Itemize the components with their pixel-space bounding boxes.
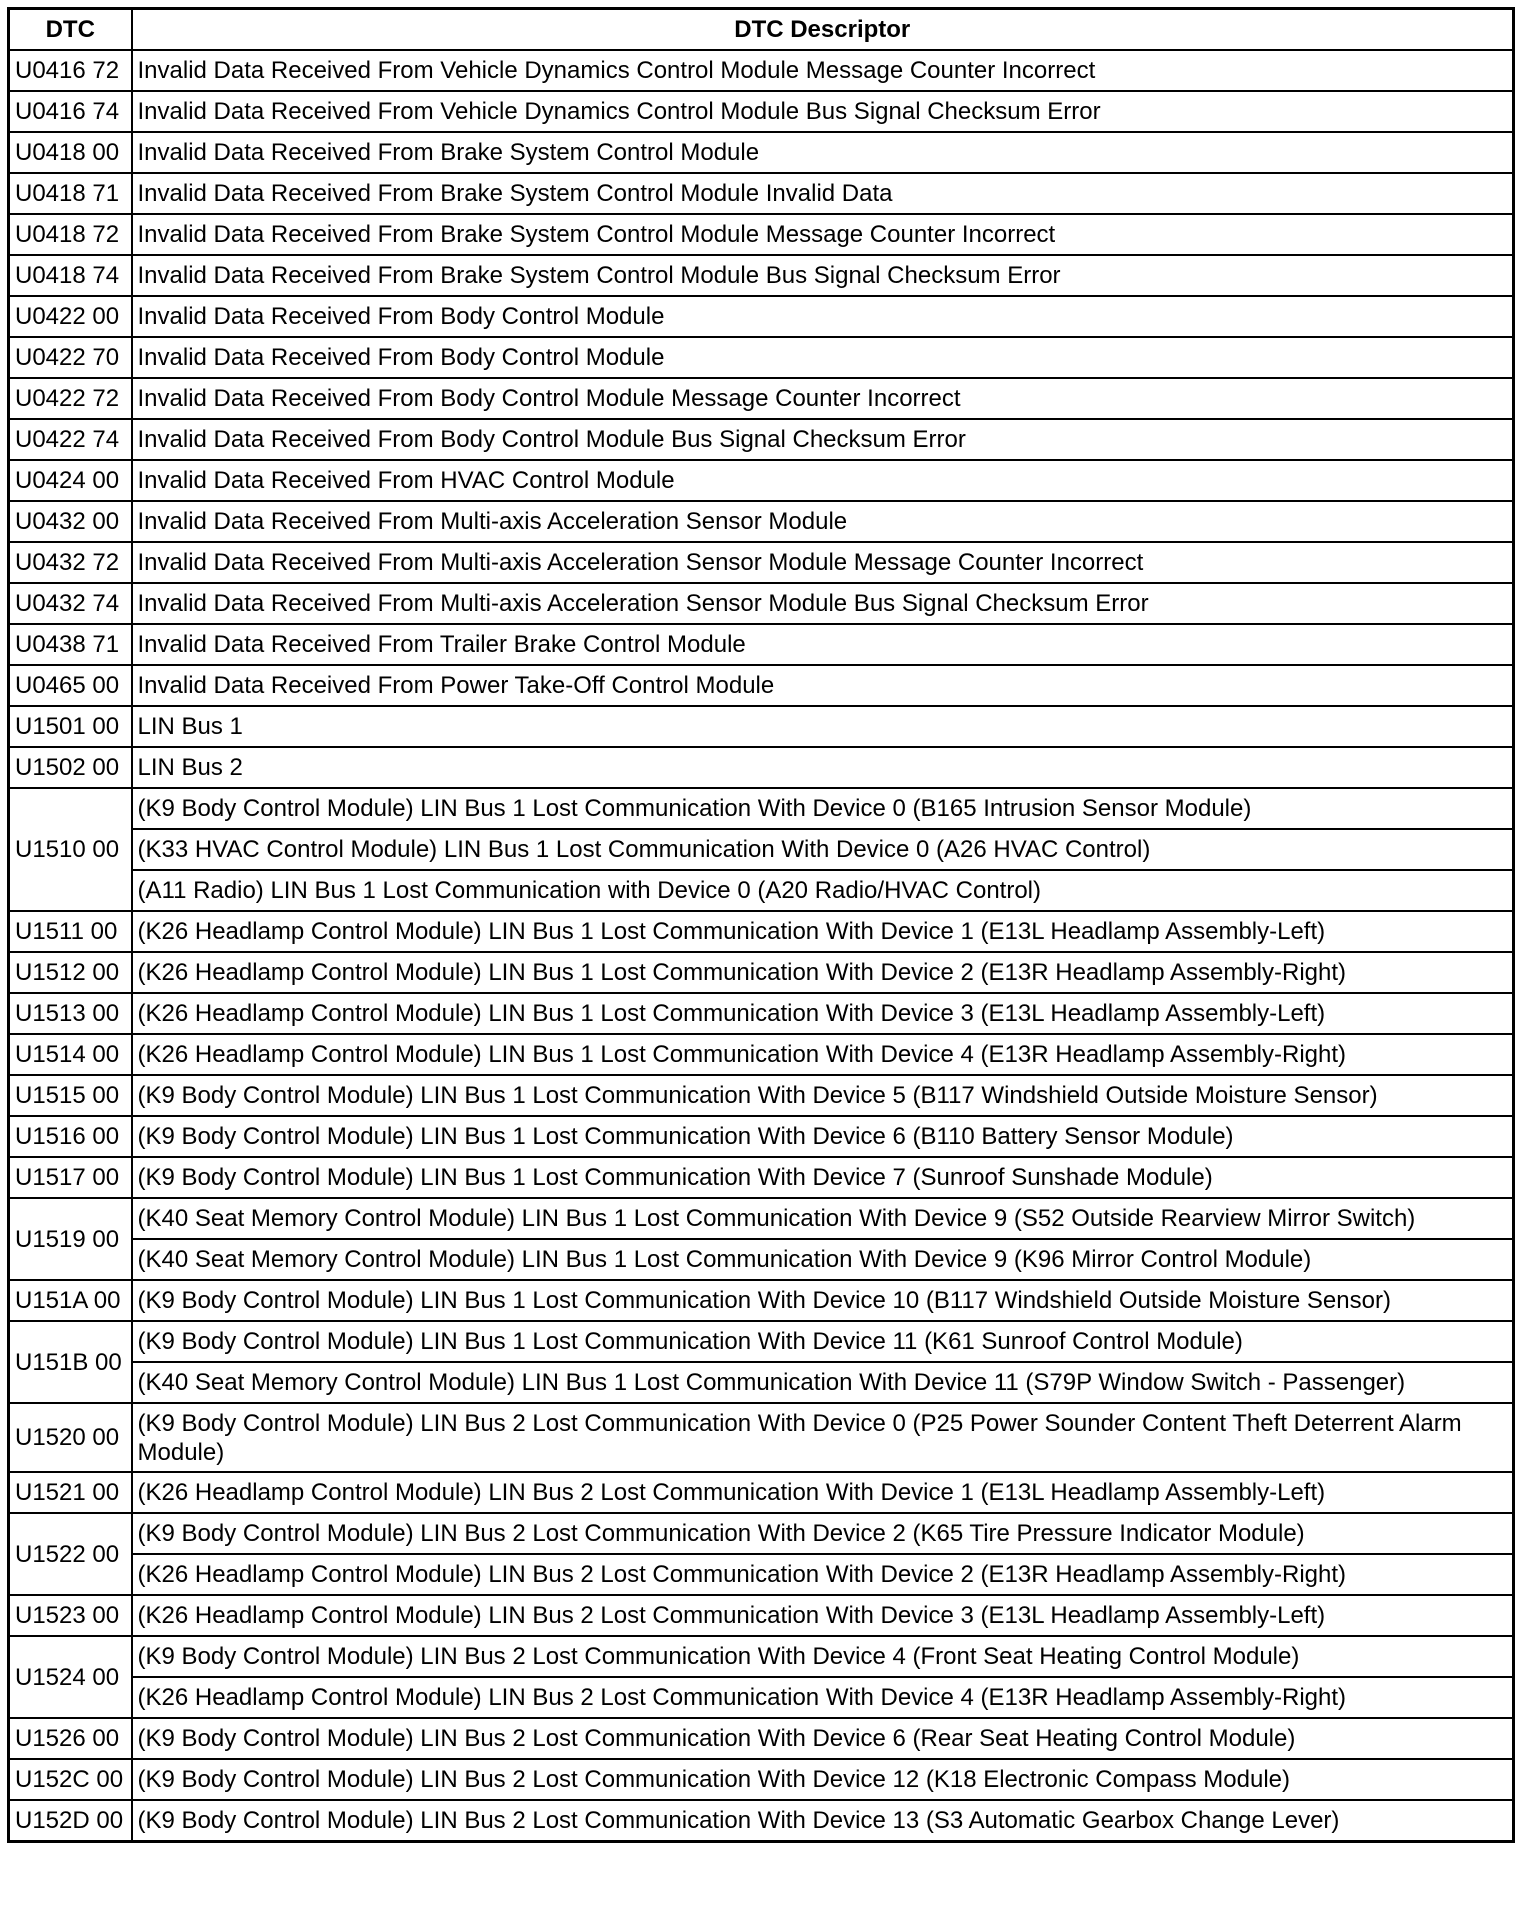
- table-row: [9, 1239, 1514, 1280]
- dtc-descriptor: (K9 Body Control Module) LIN Bus 2 Lost Communication With Device 12 (K18 Electronic Compass Module): [132, 1759, 1514, 1800]
- dtc-code: U0438 71: [9, 624, 132, 665]
- dtc-code: U1522 00: [9, 1513, 132, 1595]
- dtc-descriptor: (A11 Radio) LIN Bus 1 Lost Communication with Device 0 (A20 Radio/HVAC Control): [132, 870, 1514, 911]
- dtc-descriptor: (K9 Body Control Module) LIN Bus 2 Lost Communication With Device 4 (Front Seat Heating Control Module): [132, 1636, 1514, 1677]
- dtc-descriptor: (K9 Body Control Module) LIN Bus 1 Lost Communication With Device 0 (B165 Intrusion Sensor Module): [132, 788, 1514, 829]
- dtc-code: U0418 00: [9, 132, 132, 173]
- dtc-code: U1513 00: [9, 993, 132, 1034]
- dtc-code: U1526 00: [9, 1718, 132, 1759]
- dtc-code: U0422 72: [9, 378, 132, 419]
- table-row: [9, 952, 1514, 993]
- table-row: [9, 583, 1514, 624]
- table-row: [9, 132, 1514, 173]
- dtc-descriptor: Invalid Data Received From Trailer Brake Control Module: [132, 624, 1514, 665]
- table-row: [9, 173, 1514, 214]
- dtc-code: U0418 74: [9, 255, 132, 296]
- table-row: [9, 296, 1514, 337]
- dtc-descriptor: (K26 Headlamp Control Module) LIN Bus 2 Lost Communication With Device 1 (E13L Headlamp Assembly-Left): [132, 1472, 1514, 1513]
- dtc-code: U1519 00: [9, 1198, 132, 1280]
- table-row: [9, 1472, 1514, 1513]
- dtc-descriptor: (K9 Body Control Module) LIN Bus 2 Lost Communication With Device 0 (P25 Power Sounder Content Theft Deterrent Alarm Module): [132, 1403, 1514, 1472]
- dtc-code: U1502 00: [9, 747, 132, 788]
- table-row: [9, 214, 1514, 255]
- dtc-descriptor: (K26 Headlamp Control Module) LIN Bus 1 Lost Communication With Device 1 (E13L Headlamp Assembly-Left): [132, 911, 1514, 952]
- table-row: [9, 665, 1514, 706]
- dtc-code: U0422 70: [9, 337, 132, 378]
- dtc-descriptor: Invalid Data Received From Body Control Module Message Counter Incorrect: [132, 378, 1514, 419]
- dtc-descriptor: (K26 Headlamp Control Module) LIN Bus 2 Lost Communication With Device 4 (E13R Headlamp Assembly-Right): [132, 1677, 1514, 1718]
- dtc-code: U1501 00: [9, 706, 132, 747]
- dtc-descriptor: Invalid Data Received From Brake System Control Module Message Counter Incorrect: [132, 214, 1514, 255]
- table-row: [9, 91, 1514, 132]
- table-row: [9, 747, 1514, 788]
- dtc-descriptor: LIN Bus 2: [132, 747, 1514, 788]
- dtc-code: U151A 00: [9, 1280, 132, 1321]
- table-row: [9, 542, 1514, 583]
- dtc-code: U1523 00: [9, 1595, 132, 1636]
- dtc-descriptor: Invalid Data Received From Power Take-Off Control Module: [132, 665, 1514, 706]
- table-row: [9, 624, 1514, 665]
- table-row: [9, 1800, 1514, 1842]
- dtc-descriptor: Invalid Data Received From Multi-axis Acceleration Sensor Module: [132, 501, 1514, 542]
- table-row: [9, 706, 1514, 747]
- table-row: [9, 1636, 1514, 1677]
- dtc-code: U1512 00: [9, 952, 132, 993]
- table-header: [9, 9, 1514, 51]
- table-row: [9, 1677, 1514, 1718]
- dtc-code: U0432 72: [9, 542, 132, 583]
- dtc-descriptor: (K26 Headlamp Control Module) LIN Bus 2 Lost Communication With Device 3 (E13L Headlamp Assembly-Left): [132, 1595, 1514, 1636]
- dtc-code: U0422 74: [9, 419, 132, 460]
- table-row: [9, 1280, 1514, 1321]
- dtc-descriptor: (K9 Body Control Module) LIN Bus 2 Lost Communication With Device 2 (K65 Tire Pressure Indicator Module): [132, 1513, 1514, 1554]
- table-body: [9, 50, 1514, 1842]
- dtc-code: U1514 00: [9, 1034, 132, 1075]
- table-row: [9, 1034, 1514, 1075]
- dtc-code: U0432 74: [9, 583, 132, 624]
- dtc-descriptor: (K9 Body Control Module) LIN Bus 1 Lost Communication With Device 7 (Sunroof Sunshade Module): [132, 1157, 1514, 1198]
- dtc-code: U0424 00: [9, 460, 132, 501]
- dtc-code: U0418 71: [9, 173, 132, 214]
- table-row: [9, 1595, 1514, 1636]
- table-row: [9, 1718, 1514, 1759]
- dtc-descriptor: Invalid Data Received From HVAC Control Module: [132, 460, 1514, 501]
- dtc-code: U1521 00: [9, 1472, 132, 1513]
- table-row: [9, 1362, 1514, 1403]
- table-row: [9, 1321, 1514, 1362]
- dtc-descriptor: (K26 Headlamp Control Module) LIN Bus 1 Lost Communication With Device 3 (E13L Headlamp Assembly-Left): [132, 993, 1514, 1034]
- table-row: [9, 1198, 1514, 1239]
- dtc-code: U0416 74: [9, 91, 132, 132]
- table-row: [9, 911, 1514, 952]
- dtc-descriptor: (K9 Body Control Module) LIN Bus 1 Lost Communication With Device 5 (B117 Windshield Outside Moisture Sensor): [132, 1075, 1514, 1116]
- dtc-descriptor: Invalid Data Received From Multi-axis Acceleration Sensor Module Message Counter Incorrect: [132, 542, 1514, 583]
- dtc-descriptor: (K9 Body Control Module) LIN Bus 1 Lost Communication With Device 6 (B110 Battery Sensor Module): [132, 1116, 1514, 1157]
- table-row: [9, 1116, 1514, 1157]
- header-row: [9, 9, 1514, 51]
- table-row: [9, 50, 1514, 91]
- dtc-descriptor: Invalid Data Received From Vehicle Dynamics Control Module Bus Signal Checksum Error: [132, 91, 1514, 132]
- table-row: [9, 1759, 1514, 1800]
- dtc-code: U1520 00: [9, 1403, 132, 1472]
- dtc-descriptor: (K40 Seat Memory Control Module) LIN Bus 1 Lost Communication With Device 11 (S79P Window Switch - Passenger): [132, 1362, 1514, 1403]
- table-row: [9, 501, 1514, 542]
- table-row: [9, 460, 1514, 501]
- table-row: [9, 788, 1514, 829]
- table-row: [9, 1554, 1514, 1595]
- dtc-table: [7, 7, 1515, 1843]
- dtc-descriptor: Invalid Data Received From Body Control Module: [132, 296, 1514, 337]
- table-row: [9, 378, 1514, 419]
- dtc-code: U1510 00: [9, 788, 132, 911]
- table-row: [9, 255, 1514, 296]
- dtc-code: U152C 00: [9, 1759, 132, 1800]
- table-row: [9, 419, 1514, 460]
- table-row: [9, 1157, 1514, 1198]
- dtc-code: U0465 00: [9, 665, 132, 706]
- dtc-descriptor: Invalid Data Received From Brake System Control Module Invalid Data: [132, 173, 1514, 214]
- table-row: [9, 829, 1514, 870]
- dtc-descriptor: (K33 HVAC Control Module) LIN Bus 1 Lost Communication With Device 0 (A26 HVAC Control): [132, 829, 1514, 870]
- dtc-code: U0418 72: [9, 214, 132, 255]
- dtc-code: U1511 00: [9, 911, 132, 952]
- table-row: [9, 993, 1514, 1034]
- dtc-descriptor: Invalid Data Received From Brake System Control Module Bus Signal Checksum Error: [132, 255, 1514, 296]
- dtc-descriptor: Invalid Data Received From Multi-axis Acceleration Sensor Module Bus Signal Checksum Error: [132, 583, 1514, 624]
- dtc-code: U151B 00: [9, 1321, 132, 1403]
- dtc-descriptor: (K26 Headlamp Control Module) LIN Bus 1 Lost Communication With Device 4 (E13R Headlamp Assembly-Right): [132, 1034, 1514, 1075]
- dtc-descriptor: (K9 Body Control Module) LIN Bus 1 Lost Communication With Device 10 (B117 Windshield Outside Moisture Sensor): [132, 1280, 1514, 1321]
- table-row: [9, 1403, 1514, 1472]
- dtc-descriptor: Invalid Data Received From Brake System Control Module: [132, 132, 1514, 173]
- dtc-code: U1515 00: [9, 1075, 132, 1116]
- dtc-descriptor: (K9 Body Control Module) LIN Bus 2 Lost Communication With Device 6 (Rear Seat Heating Control Module): [132, 1718, 1514, 1759]
- column-header-dtc: DTC: [9, 9, 132, 51]
- dtc-descriptor: (K40 Seat Memory Control Module) LIN Bus 1 Lost Communication With Device 9 (K96 Mirror Control Module): [132, 1239, 1514, 1280]
- column-header-descriptor: DTC Descriptor: [132, 9, 1514, 51]
- dtc-descriptor: Invalid Data Received From Body Control Module: [132, 337, 1514, 378]
- dtc-code: U1524 00: [9, 1636, 132, 1718]
- dtc-code: U0422 00: [9, 296, 132, 337]
- dtc-descriptor: (K26 Headlamp Control Module) LIN Bus 1 Lost Communication With Device 2 (E13R Headlamp Assembly-Right): [132, 952, 1514, 993]
- dtc-descriptor: Invalid Data Received From Vehicle Dynamics Control Module Message Counter Incorrect: [132, 50, 1514, 91]
- dtc-descriptor: Invalid Data Received From Body Control Module Bus Signal Checksum Error: [132, 419, 1514, 460]
- dtc-descriptor: (K40 Seat Memory Control Module) LIN Bus 1 Lost Communication With Device 9 (S52 Outside Rearview Mirror Switch): [132, 1198, 1514, 1239]
- dtc-code: U1516 00: [9, 1116, 132, 1157]
- dtc-code: U152D 00: [9, 1800, 132, 1842]
- dtc-code: U0432 00: [9, 501, 132, 542]
- dtc-descriptor: (K9 Body Control Module) LIN Bus 1 Lost Communication With Device 11 (K61 Sunroof Control Module): [132, 1321, 1514, 1362]
- dtc-descriptor: (K9 Body Control Module) LIN Bus 2 Lost Communication With Device 13 (S3 Automatic Gearbox Change Lever): [132, 1800, 1514, 1842]
- dtc-code: U0416 72: [9, 50, 132, 91]
- table-row: [9, 1513, 1514, 1554]
- table-row: [9, 870, 1514, 911]
- dtc-descriptor: LIN Bus 1: [132, 706, 1514, 747]
- dtc-code: U1517 00: [9, 1157, 132, 1198]
- table-row: [9, 1075, 1514, 1116]
- dtc-descriptor: (K26 Headlamp Control Module) LIN Bus 2 Lost Communication With Device 2 (E13R Headlamp Assembly-Right): [132, 1554, 1514, 1595]
- table-row: [9, 337, 1514, 378]
